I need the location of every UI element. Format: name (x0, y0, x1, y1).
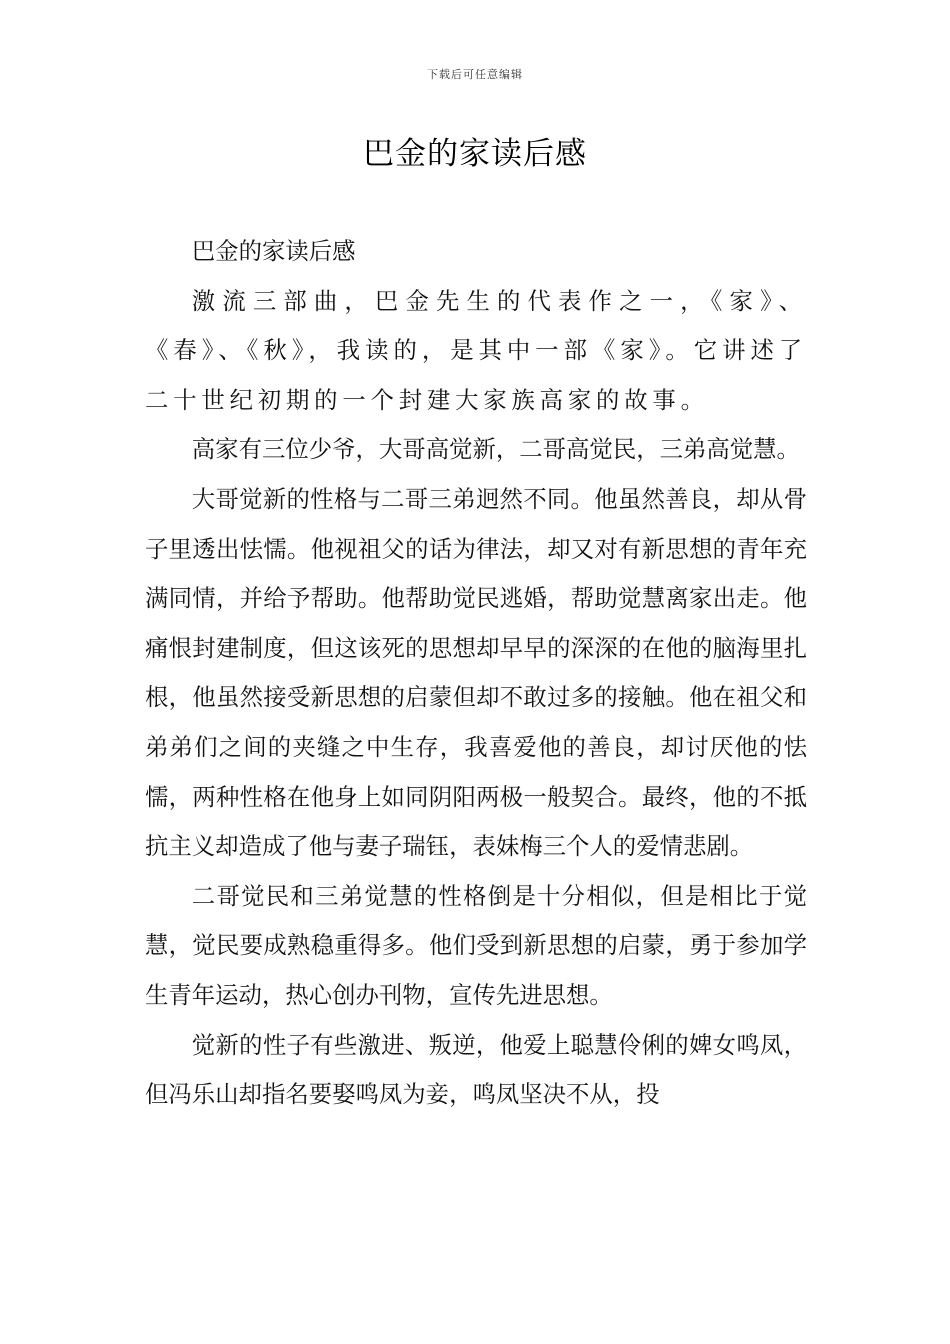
paragraph: 觉新的性子有些激进、叛逆，他爱上聪慧伶俐的婢女鸣凤，但冯乐山却指名要娶鸣凤为妾，鸣凤坚决不从，投 (145, 1030, 807, 1109)
paragraph: 激流三部曲，巴金先生的代表作之一，《家》、《春》、《秋》，我读的，是其中一部《家》。它讲述了二十世纪初期的一个封建大家族高家的故事。 (145, 286, 807, 414)
paragraph: 二哥觉民和三弟觉慧的性格倒是十分相似，但是相比于觉慧，觉民要成熟稳重得多。他们受到新思想的启蒙，勇于参加学生青年运动，热心创办刊物，宣传先进思想。 (145, 881, 807, 1009)
paragraph: 高家有三位少爷，大哥高觉新，二哥高觉民，三弟高觉慧。 (191, 435, 800, 464)
paragraph: 大哥觉新的性格与二哥三弟迥然不同。他虽然善良，却从骨子里透出怯懦。他视祖父的话为律法，却又对有新思想的青年充满同情，并给予帮助。他帮助觉民逃婚，帮助觉慧离家出走。他痛恨封建制度，但这该死的思想却早早的深深的在他的脑海里扎根，他虽然接受新思想的启蒙但却不敢过多的接触。他在祖父和弟弟们之间的夹缝之中生存，我喜爱他的善良，却讨厌他的怯懦，两种性格在他身上如同阴阳两极一般契合。最终，他的不抵抗主义却造成了他与妻子瑞钰，表妹梅三个人的爱情悲剧。 (145, 484, 807, 861)
article-body (145, 227, 807, 1120)
page-title: 巴金的家读后感 (363, 136, 587, 172)
header-note: 下载后可任意编辑 (427, 68, 523, 81)
paragraph-subtitle: 巴金的家读后感 (191, 237, 356, 265)
